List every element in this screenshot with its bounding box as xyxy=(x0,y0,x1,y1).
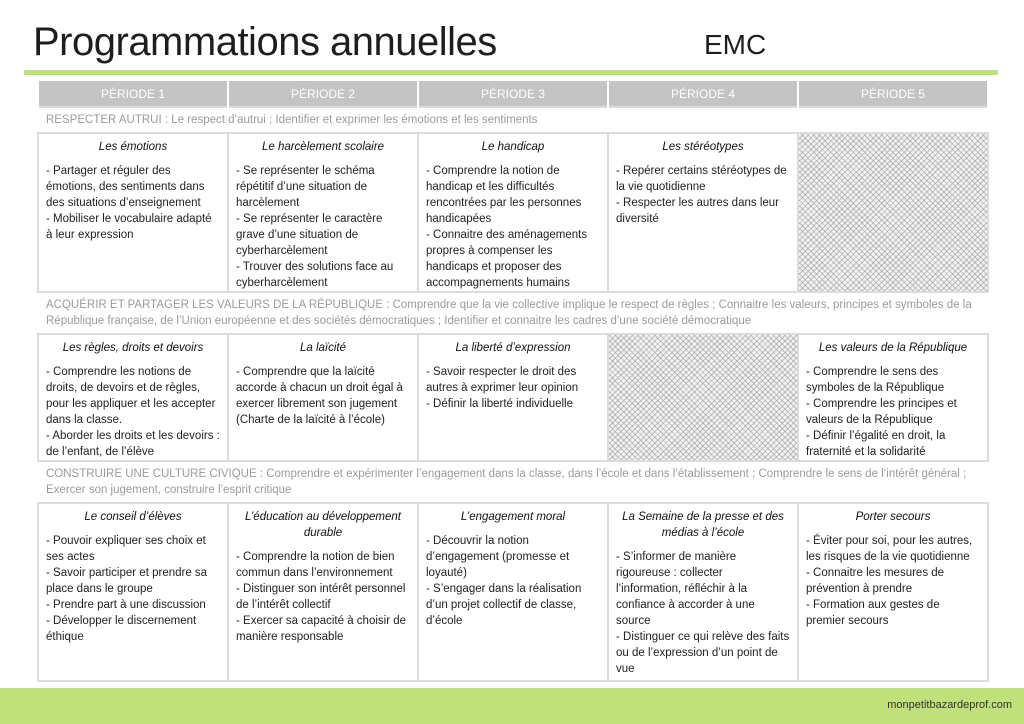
content-cell xyxy=(418,133,608,292)
period-header: PÉRIODE 3 xyxy=(418,81,608,107)
period-header: PÉRIODE 5 xyxy=(798,81,988,107)
cell-title: Les règles, droits et devoirs xyxy=(62,342,204,354)
period-header: PÉRIODE 2 xyxy=(228,81,418,107)
cell-title: Le harcèlement scolaire xyxy=(261,141,385,153)
theme-respecter-autrui: RESPECTER AUTRUI : Le respect d’autrui ; Identifier et exprimer les émotions et les sentiments xyxy=(38,107,988,133)
theme-valeurs-republique: ACQUÉRIR ET PARTAGER LES VALEURS DE LA RÉPUBLIQUE : Comprendre que la vie collective implique le respect de règles ; Connaitre les valeurs, principes et symboles de la République française, de l’Union européenne et des sociétés démocratiques ; Identifier et connaitre les cadres d’une société démocratique xyxy=(38,292,988,334)
cell-text: - Éviter pour soi, pour les autres, les risques de la vie quotidienne - Connaitre les mesures de prévention à prendre - Formation aux gestes de premier secours xyxy=(806,535,973,627)
content-cell xyxy=(418,334,608,461)
period-header: PÉRIODE 1 xyxy=(38,81,228,107)
content-cell xyxy=(798,503,988,681)
theme-row xyxy=(38,461,988,503)
cell-title: Les valeurs de la République xyxy=(818,342,968,354)
cell-title: Le handicap xyxy=(481,141,545,153)
cell-title: Porter secours xyxy=(855,511,931,523)
subject-label: EMC xyxy=(704,29,767,60)
cell-text: - Pouvoir expliquer ses choix et ses actes - Savoir participer et prendre sa place dans le groupe - Prendre part à une discussion - Développer le discernement éthique xyxy=(46,535,208,643)
content-cell xyxy=(228,503,418,681)
footer-url: monpetitbazardeprof.com xyxy=(887,699,1012,711)
cell-title: Les émotions xyxy=(98,141,168,153)
cell-text: - Comprendre la notion de bien commun dans l’environnement - Distinguer son intérêt personnel de l’intérêt collectif - Exercer sa capacité à choisir de manière responsable xyxy=(236,551,407,643)
content-cell xyxy=(418,503,608,681)
cell-title: Le conseil d’élèves xyxy=(84,511,182,523)
cell-text: - S’informer de manière rigoureuse : collecter l’information, réfléchir à la confiance à accorder à une source - Distinguer ce qui relève des faits ou de l’expression d’un point de vue xyxy=(616,551,790,675)
title-divider xyxy=(24,70,998,75)
cell-text: - Repérer certains stéréotypes de la vie quotidienne - Respecter les autres dans leur diversité xyxy=(616,165,787,225)
cell-text: - Se représenter le schéma répétitif d’une situation de harcèlement - Se représenter le caractère grave d’une situation de cyberharcèlement - Trouver des solutions face au cyberharcèlement xyxy=(236,165,394,289)
theme-row xyxy=(38,107,988,133)
cell-title: L’engagement moral xyxy=(460,511,566,523)
content-cell xyxy=(228,334,418,461)
cell-text: - Comprendre la notion de handicap et les difficultés rencontrées par les personnes handicapées - Connaitre des aménagements propres à compenser les handicaps et proposer des accompagnements humains xyxy=(426,165,588,289)
cell-title: L’éducation au développement durable xyxy=(244,511,401,539)
cell-title: La liberté d’expression xyxy=(455,342,571,354)
content-cell xyxy=(798,334,988,461)
cell-text: - Comprendre le sens des symboles de la République - Comprendre les principes et valeurs de la République - Définir l’égalité en droit, la fraternité et la solidarité xyxy=(806,366,957,458)
period-header-row xyxy=(38,81,988,107)
content-row xyxy=(38,503,988,681)
cell-text: - Comprendre les notions de droits, de devoirs et de règles, pour les appliquer et les accepter dans la classe. - Aborder les droits et les devoirs : de l’enfant, de l’élève xyxy=(46,366,220,458)
footer-band xyxy=(0,688,1024,724)
cell-text: - Savoir respecter le droit des autres à exprimer leur opinion - Définir la liberté individuelle xyxy=(426,366,579,410)
content-cell xyxy=(228,133,418,292)
content-cell xyxy=(608,133,798,292)
content-cell xyxy=(38,503,228,681)
cell-text: - Partager et réguler des émotions, des sentiments dans des situations d’enseignement - Mobiliser le vocabulaire adapté à leur expression xyxy=(46,165,212,241)
content-row xyxy=(38,133,988,292)
theme-culture-civique: CONSTRUIRE UNE CULTURE CIVIQUE : Comprendre et expérimenter l’engagement dans la classe, dans l’école et dans l’établissement ; Comprendre le sens de l’intérêt général ; Exercer son jugement, construire l’esprit critique xyxy=(38,461,988,503)
programmation-table xyxy=(37,81,989,682)
cell-title: La Semaine de la presse et des médias à l’école xyxy=(622,511,784,539)
period-header: PÉRIODE 4 xyxy=(608,81,798,107)
cell-title: Les stéréotypes xyxy=(662,141,744,153)
cell-title: La laïcité xyxy=(299,342,347,354)
content-cell xyxy=(38,133,228,292)
empty-hatched-cell xyxy=(608,334,798,461)
content-cell xyxy=(608,503,798,681)
cell-text: - Comprendre que la laïcité accorde à chacun un droit égal à exercer librement son jugement (Charte de la laïcité à l’école) xyxy=(236,366,403,426)
content-cell xyxy=(38,334,228,461)
content-row xyxy=(38,334,988,461)
theme-row xyxy=(38,292,988,334)
empty-hatched-cell xyxy=(798,133,988,292)
page-title: Programmations annuelles xyxy=(33,20,497,64)
cell-text: - Découvrir la notion d’engagement (promesse et loyauté) - S’engager dans la réalisation d’un projet collectif de classe, d’école xyxy=(426,535,582,627)
